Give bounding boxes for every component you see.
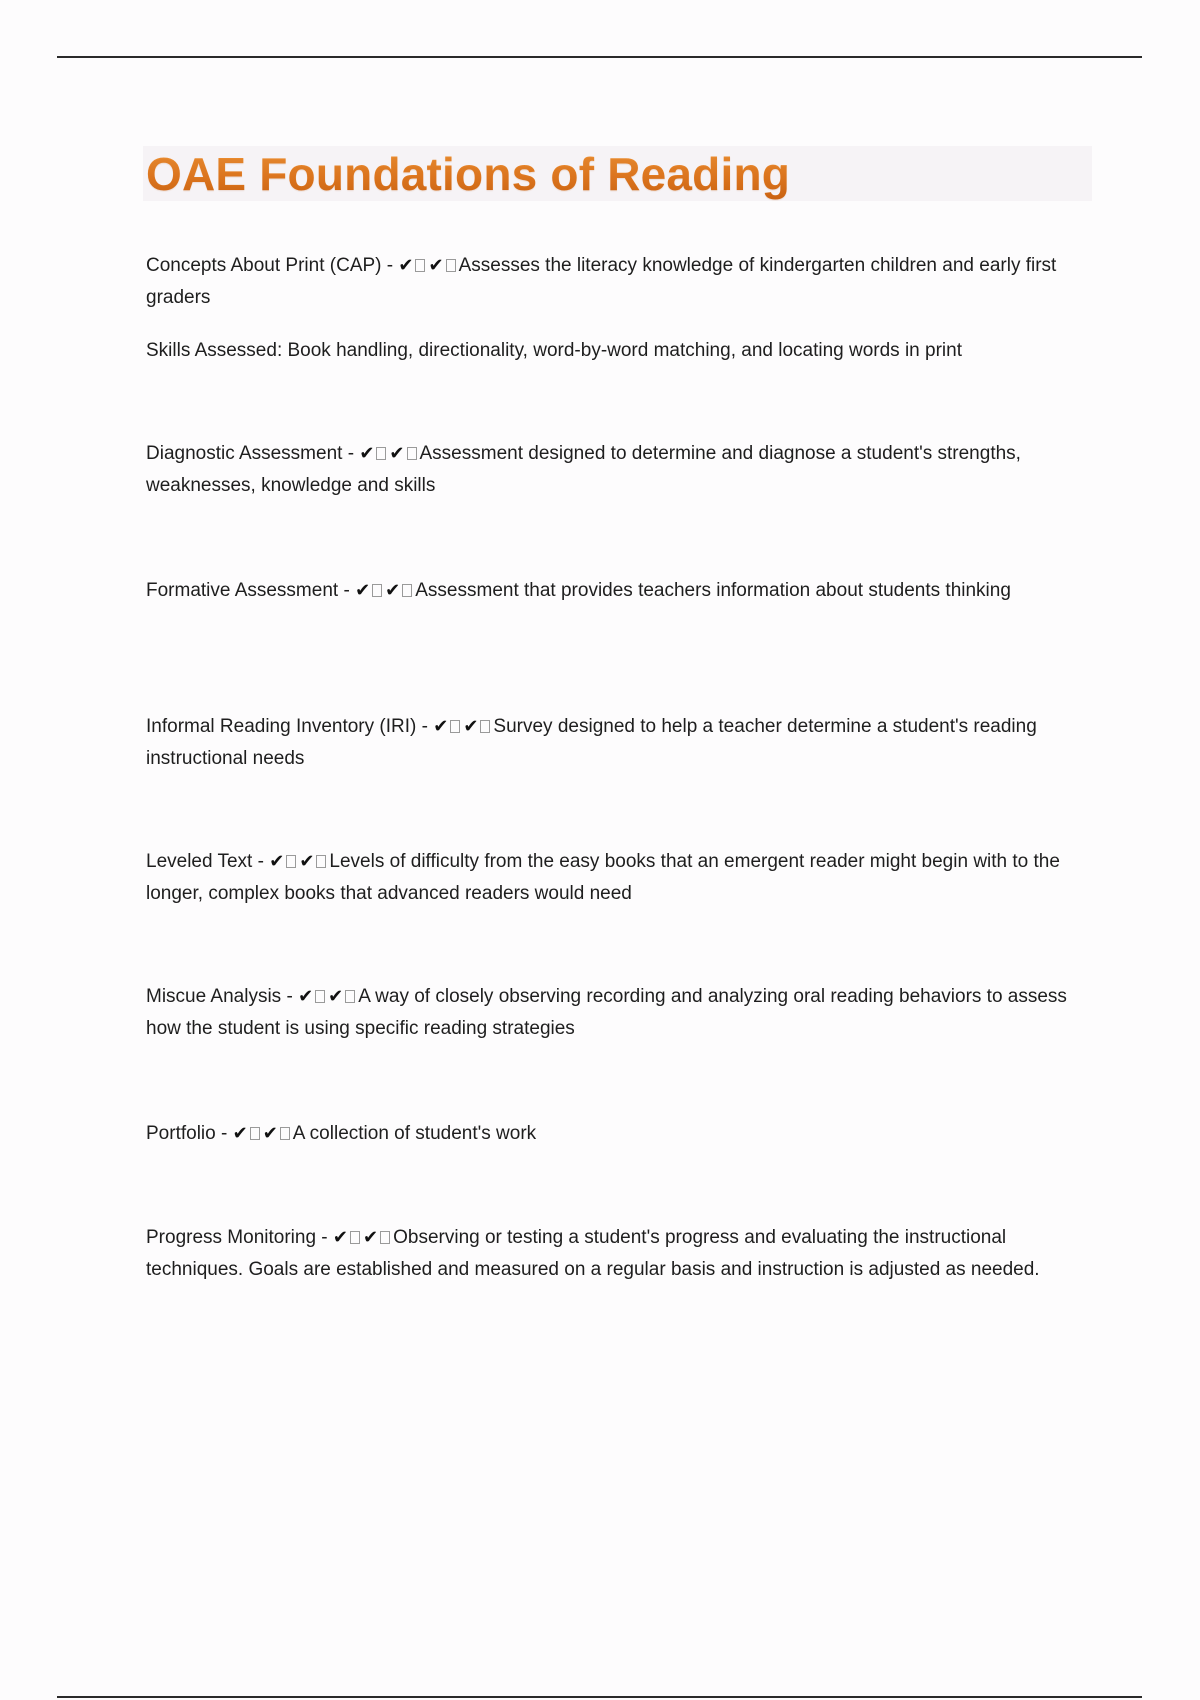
box-icon bbox=[415, 259, 425, 272]
entry-leveled-text bbox=[146, 846, 1091, 910]
entry-term: Miscue Analysis bbox=[146, 986, 282, 1007]
box-icon bbox=[446, 259, 456, 272]
entry-separator: - bbox=[342, 443, 360, 464]
entry-separator: - bbox=[252, 851, 270, 872]
check-icon: ✔ bbox=[385, 580, 401, 601]
check-icon: ✔ bbox=[428, 255, 444, 276]
entry-term: Informal Reading Inventory (IRI) bbox=[146, 716, 417, 737]
box-icon bbox=[450, 720, 460, 733]
check-icon: ✔ bbox=[332, 1227, 349, 1248]
entry-answer: Skills Assessed: Book handling, directionality, word-by-word matching, and locating words in print bbox=[146, 340, 962, 361]
box-icon bbox=[350, 1231, 360, 1244]
entry-term: Leveled Text bbox=[146, 851, 253, 872]
box-icon bbox=[480, 720, 490, 733]
check-icon: ✔ bbox=[355, 580, 371, 601]
box-icon bbox=[316, 855, 326, 868]
check-icon: ✔ bbox=[232, 1123, 248, 1144]
check-icon: ✔ bbox=[433, 716, 449, 737]
entry-portfolio bbox=[146, 1118, 1091, 1150]
box-icon bbox=[345, 990, 355, 1003]
entry-answer: Assesses the literacy knowledge of kindergarten children and early first graders bbox=[146, 255, 1057, 308]
box-icon bbox=[402, 584, 412, 597]
check-icon: ✔ bbox=[363, 1227, 379, 1248]
check-icon: ✔ bbox=[299, 851, 315, 872]
entry-separator: - bbox=[281, 986, 299, 1007]
entry-answer: Levels of difficulty from the easy books that an emergent reader might begin with to the longer, complex books that advanced readers would need bbox=[146, 851, 1060, 904]
box-icon bbox=[407, 447, 417, 460]
entry-term: Diagnostic Assessment bbox=[146, 443, 343, 464]
entry-answer: Survey designed to help a teacher determine a student's reading instructional needs bbox=[146, 716, 1037, 769]
entry-formative-assessment bbox=[146, 575, 1091, 607]
entry-informal-reading-inventory bbox=[146, 711, 1091, 775]
entry-answer: Assessment designed to determine and diagnose a student's strengths, weaknesses, knowledge and skills bbox=[146, 443, 1021, 496]
box-icon bbox=[280, 1127, 290, 1140]
top-rule bbox=[57, 56, 1142, 58]
bottom-rule bbox=[57, 1696, 1142, 1698]
check-icon: ✔ bbox=[389, 443, 405, 464]
entry-separator: - bbox=[416, 716, 434, 737]
entry-term: Progress Monitoring bbox=[146, 1227, 317, 1248]
entry-separator: - bbox=[215, 1123, 233, 1144]
entry-answer: A way of closely observing recording and analyzing oral reading behaviors to assess how the student is using specific reading strategies bbox=[146, 986, 1067, 1039]
check-icon: ✔ bbox=[328, 986, 344, 1007]
entry-diagnostic-assessment bbox=[146, 438, 1091, 502]
check-icon: ✔ bbox=[269, 851, 285, 872]
entry-answer: Assessment that provides teachers information about students thinking bbox=[415, 580, 1011, 601]
box-icon bbox=[286, 855, 296, 868]
document-title: OAE Foundations of Reading bbox=[146, 144, 790, 204]
entry-term: Formative Assessment bbox=[146, 580, 339, 601]
check-icon: ✔ bbox=[298, 986, 314, 1007]
check-icon: ✔ bbox=[463, 716, 479, 737]
entry-separator: - bbox=[381, 255, 399, 276]
entry-miscue-analysis bbox=[146, 981, 1091, 1045]
entry-term: Portfolio bbox=[146, 1123, 216, 1144]
entry-answer: A collection of student's work bbox=[292, 1123, 537, 1144]
box-icon bbox=[372, 584, 382, 597]
entry-progress-monitoring bbox=[146, 1222, 1091, 1286]
box-icon bbox=[250, 1127, 260, 1140]
check-icon: ✔ bbox=[398, 255, 414, 276]
entry-skills-assessed bbox=[146, 335, 1091, 367]
entry-separator: - bbox=[316, 1227, 333, 1248]
entry-concepts-about-print bbox=[146, 250, 1091, 314]
check-icon: ✔ bbox=[359, 443, 375, 464]
box-icon bbox=[380, 1231, 390, 1244]
entry-answer: Observing or testing a student's progress and evaluating the instructional techniques. Goals are established and measured on a regular basis and instruction is adjusted as needed. bbox=[146, 1227, 1040, 1280]
entry-term: Concepts About Print (CAP) bbox=[146, 255, 382, 276]
check-icon: ✔ bbox=[262, 1123, 278, 1144]
box-icon bbox=[376, 447, 386, 460]
box-icon bbox=[315, 990, 325, 1003]
entry-separator: - bbox=[338, 580, 356, 601]
